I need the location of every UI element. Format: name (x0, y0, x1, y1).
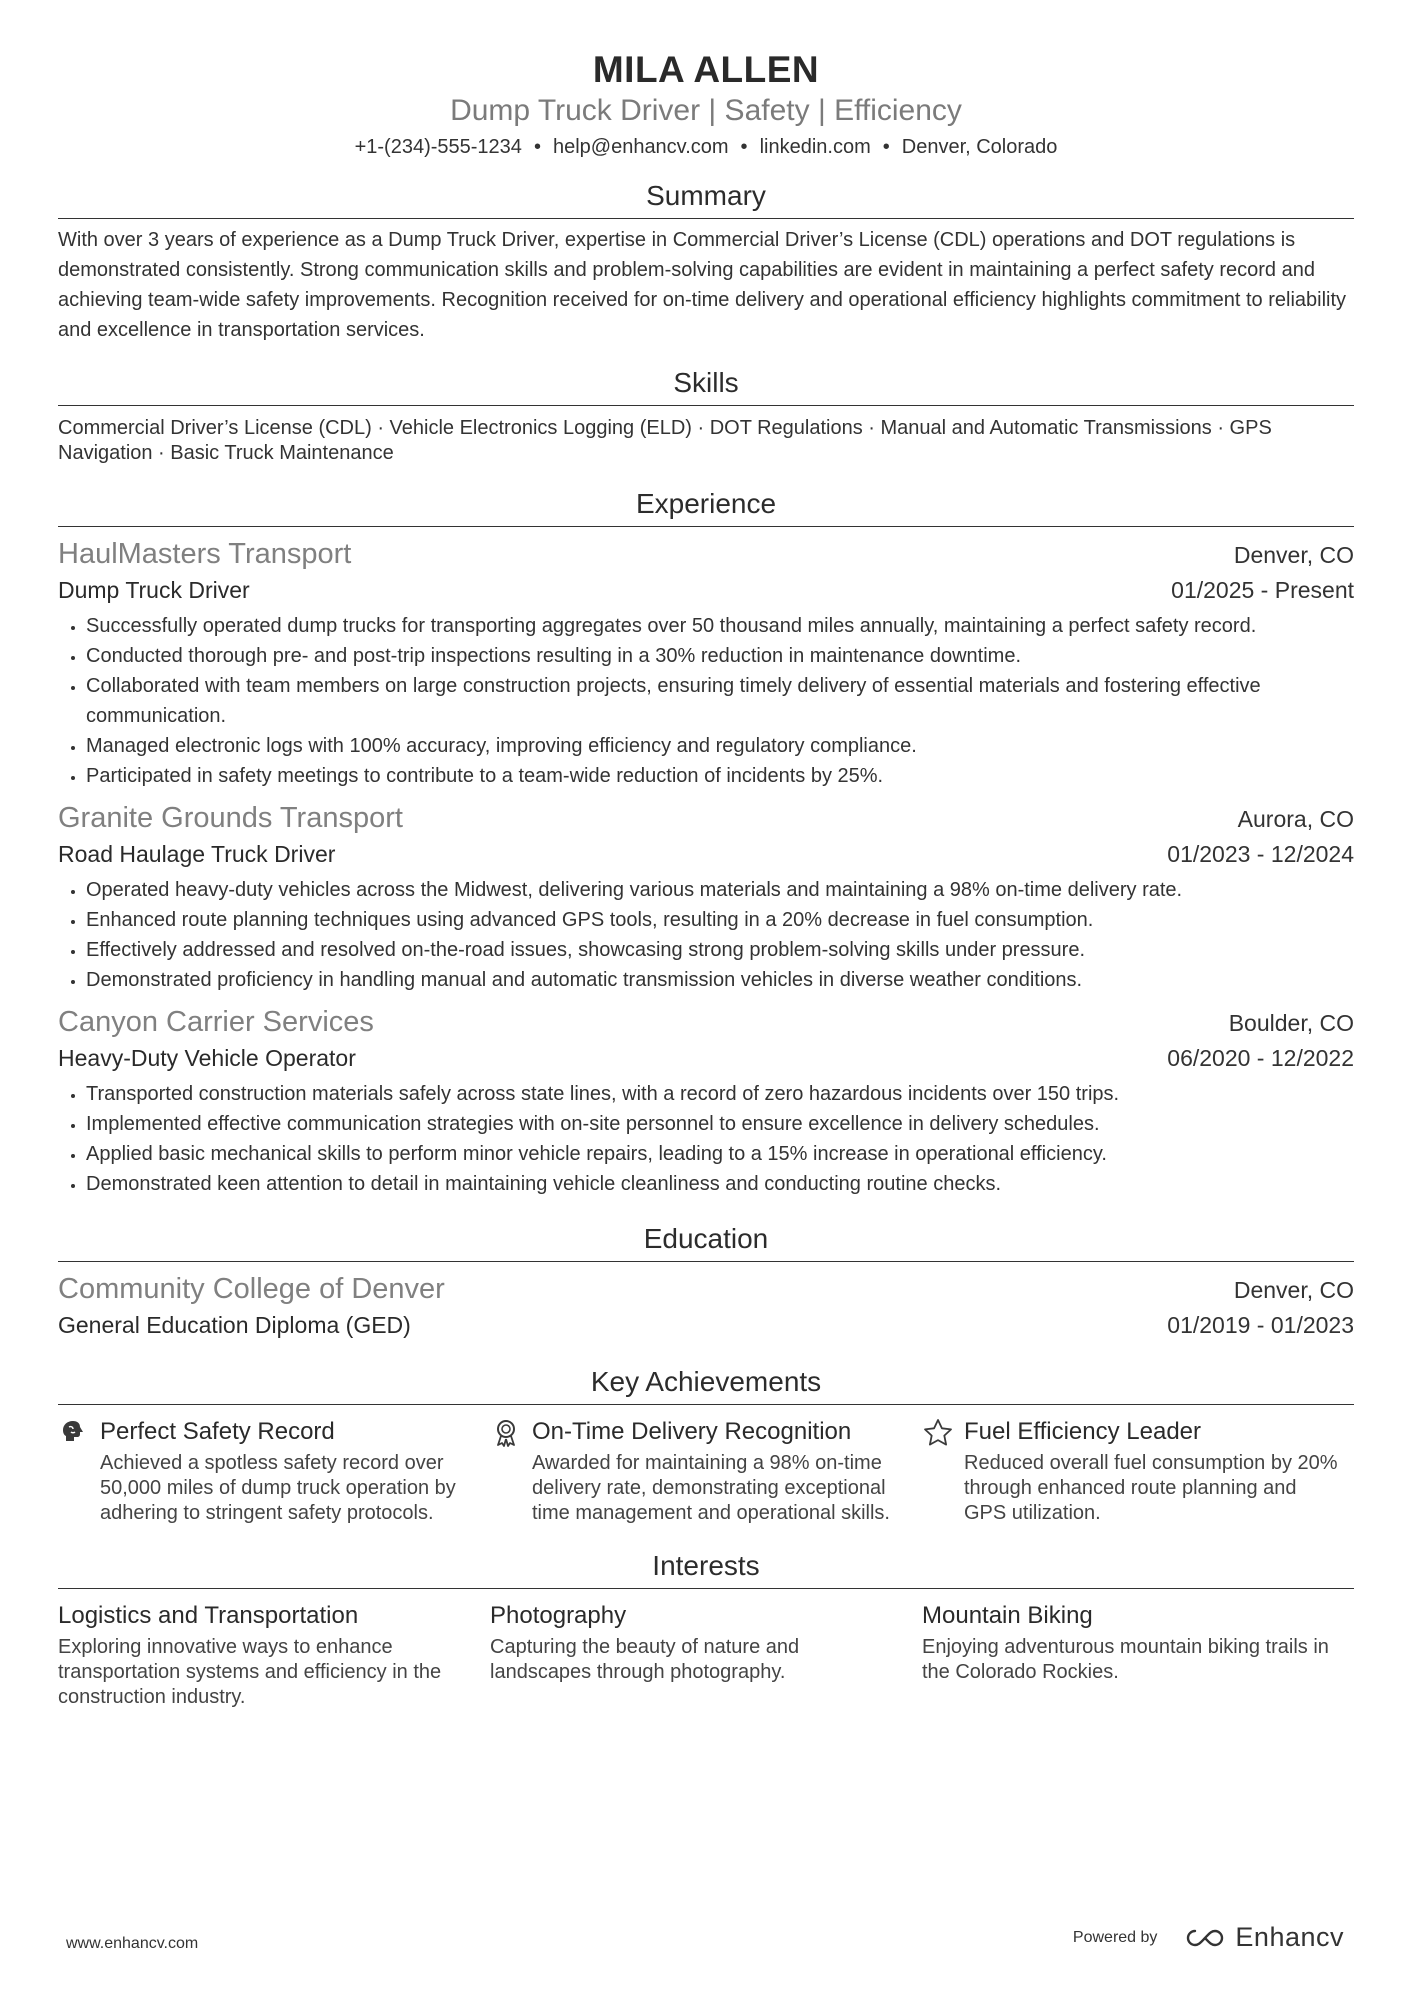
job-bullets (58, 1079, 1354, 1199)
job-bullet: • Operated heavy-duty vehicles across the Midwest, delivering various materials and maintaining a 98% on-time delivery rate. (86, 875, 1354, 905)
interest-title: Logistics and Transportation (58, 1602, 359, 1629)
job-bullets (58, 611, 1354, 791)
job-bullet: • Effectively addressed and resolved on-the-road issues, showcasing strong problem-solving skills under pressure. (86, 935, 1354, 965)
job-bullet: • Collaborated with team members on large construction projects, ensuring timely delivery of essential materials and fostering effective communication. (86, 671, 1354, 731)
achievement-title: On-Time Delivery Recognition (532, 1418, 852, 1445)
candidate-tagline: Dump Truck Driver | Safety | Efficiency (450, 94, 962, 127)
brain-icon (58, 1417, 90, 1449)
job-dates: 06/2020 - 12/2022 (1167, 1045, 1354, 1071)
company-name: HaulMasters Transport (58, 538, 352, 570)
summary-section (58, 178, 1354, 345)
job-location: Aurora, CO (1237, 806, 1354, 832)
summary-text: With over 3 years of experience as a Dump Truck Driver, expertise in Commercial Driver’s License (CDL) operations and DOT regulations is demonstrated consistently. Strong communication skills and problem-solving capabilities are evident in maintaining a perfect safety record and achieving team-wide safety improvements. Recognition received for on-time delivery and operational efficiency highlights commitment to reliability and excellence in transportation services. (58, 229, 1347, 341)
achievement-desc: Achieved a spotless safety record over 50,000 miles of dump truck operation by adhering to stringent safety protocols. (100, 1452, 456, 1524)
section-title-interests: Interests (58, 1548, 1354, 1589)
location: Denver, Colorado (901, 136, 1058, 158)
skills-list: Commercial Driver’s License (CDL) · Vehicle Electronics Logging (ELD) · DOT Regulations · Manual and Automatic Transmissions · GPS Navigation · Basic Truck Maintenance (58, 417, 1272, 464)
education-entry (58, 1270, 1354, 1342)
education-dates: 01/2019 - 01/2023 (1167, 1312, 1354, 1338)
footer-website[interactable]: www.enhancv.com (66, 1935, 199, 1952)
job-dates: 01/2025 - Present (1171, 577, 1354, 603)
skills-section (58, 365, 1354, 466)
job-location: Boulder, CO (1228, 1010, 1354, 1036)
contact-separator: • (533, 136, 541, 158)
job-bullet: • Participated in safety meetings to contribute to a team-wide reduction of incidents by 25%. (86, 761, 1354, 791)
achievements-section (58, 1364, 1354, 1526)
job-bullet: • Managed electronic logs with 100% accuracy, improving efficiency and regulatory compliance. (86, 731, 1354, 761)
job-bullet: • Demonstrated keen attention to detail in maintaining vehicle cleanliness and conducting routine checks. (86, 1169, 1354, 1199)
school-name: Community College of Denver (58, 1273, 445, 1305)
degree: General Education Diploma (GED) (58, 1312, 411, 1338)
resume-header (58, 0, 1354, 162)
interest-item (922, 1599, 1354, 1710)
award-medal-icon (490, 1417, 522, 1449)
job-bullet: • Applied basic mechanical skills to perform minor vehicle repairs, leading to a 15% increase in operational efficiency. (86, 1139, 1354, 1169)
school-location: Denver, CO (1233, 1277, 1354, 1303)
job-title: Heavy-Duty Vehicle Operator (58, 1045, 356, 1071)
section-title-achievements: Key Achievements (58, 1364, 1354, 1405)
achievement-item (58, 1415, 490, 1526)
job-bullet: • Demonstrated proficiency in handling manual and automatic transmission vehicles in diverse weather conditions. (86, 965, 1354, 995)
candidate-name: MILA ALLEN (592, 49, 820, 90)
job-entry (58, 535, 1354, 791)
powered-by-label: Powered by (1072, 1928, 1158, 1946)
achievement-title: Perfect Safety Record (100, 1418, 335, 1445)
company-name: Granite Grounds Transport (58, 802, 403, 834)
interest-desc: Capturing the beauty of nature and landscapes through photography. (490, 1636, 800, 1683)
job-entry (58, 799, 1354, 995)
experience-section (58, 486, 1354, 1199)
interest-desc: Exploring innovative ways to enhance transportation systems and efficiency in the construction industry. (58, 1636, 442, 1708)
enhancv-logo-icon (1183, 1927, 1227, 1949)
job-title: Road Haulage Truck Driver (58, 841, 336, 867)
achievement-item (490, 1415, 922, 1526)
achievement-item (922, 1415, 1354, 1526)
job-bullet: • Conducted thorough pre- and post-trip inspections resulting in a 30% reduction in maintenance downtime. (86, 641, 1354, 671)
job-bullet: • Enhanced route planning techniques using advanced GPS tools, resulting in a 20% decrease in fuel consumption. (86, 905, 1354, 935)
interest-title: Mountain Biking (922, 1602, 1093, 1629)
achievement-title: Fuel Efficiency Leader (964, 1418, 1202, 1445)
star-icon (922, 1417, 954, 1449)
achievement-desc: Reduced overall fuel consumption by 20% through enhanced route planning and GPS utilization. (964, 1452, 1338, 1524)
interest-title: Photography (490, 1602, 627, 1629)
section-title-summary: Summary (58, 178, 1354, 219)
contact-line (58, 132, 1354, 162)
phone[interactable]: +1-(234)-555-1234 (354, 136, 522, 158)
section-title-experience: Experience (58, 486, 1354, 527)
interests-section (58, 1548, 1354, 1710)
company-name: Canyon Carrier Services (58, 1006, 374, 1038)
interest-item (490, 1599, 922, 1710)
job-bullet: • Successfully operated dump trucks for transporting aggregates over 50 thousand miles annually, maintaining a perfect safety record. (86, 611, 1354, 641)
achievement-desc: Awarded for maintaining a 98% on-time delivery rate, demonstrating exceptional time management and operational skills. (532, 1452, 890, 1524)
section-title-skills: Skills (58, 365, 1354, 406)
job-location: Denver, CO (1233, 542, 1354, 568)
resume-page (58, 0, 1354, 1710)
job-bullets (58, 875, 1354, 995)
job-bullet: • Implemented effective communication strategies with on-site personnel to ensure excellence in delivery schedules. (86, 1109, 1354, 1139)
section-title-education: Education (58, 1221, 1354, 1262)
education-section (58, 1221, 1354, 1342)
interest-desc: Enjoying adventurous mountain biking trails in the Colorado Rockies. (922, 1636, 1329, 1683)
enhancv-brand[interactable]: Enhancv (1235, 1922, 1344, 1952)
footer-branding (1073, 1922, 1344, 1953)
interest-item (58, 1599, 490, 1710)
contact-separator: • (882, 136, 890, 158)
contact-separator: • (740, 136, 748, 158)
job-title: Dump Truck Driver (58, 577, 250, 603)
linkedin-link[interactable]: linkedin.com (759, 136, 871, 158)
job-entry (58, 1003, 1354, 1199)
job-dates: 01/2023 - 12/2024 (1167, 841, 1354, 867)
job-bullet: • Transported construction materials safely across state lines, with a record of zero hazardous incidents over 150 trips. (86, 1079, 1354, 1109)
email[interactable]: help@enhancv.com (552, 136, 729, 158)
